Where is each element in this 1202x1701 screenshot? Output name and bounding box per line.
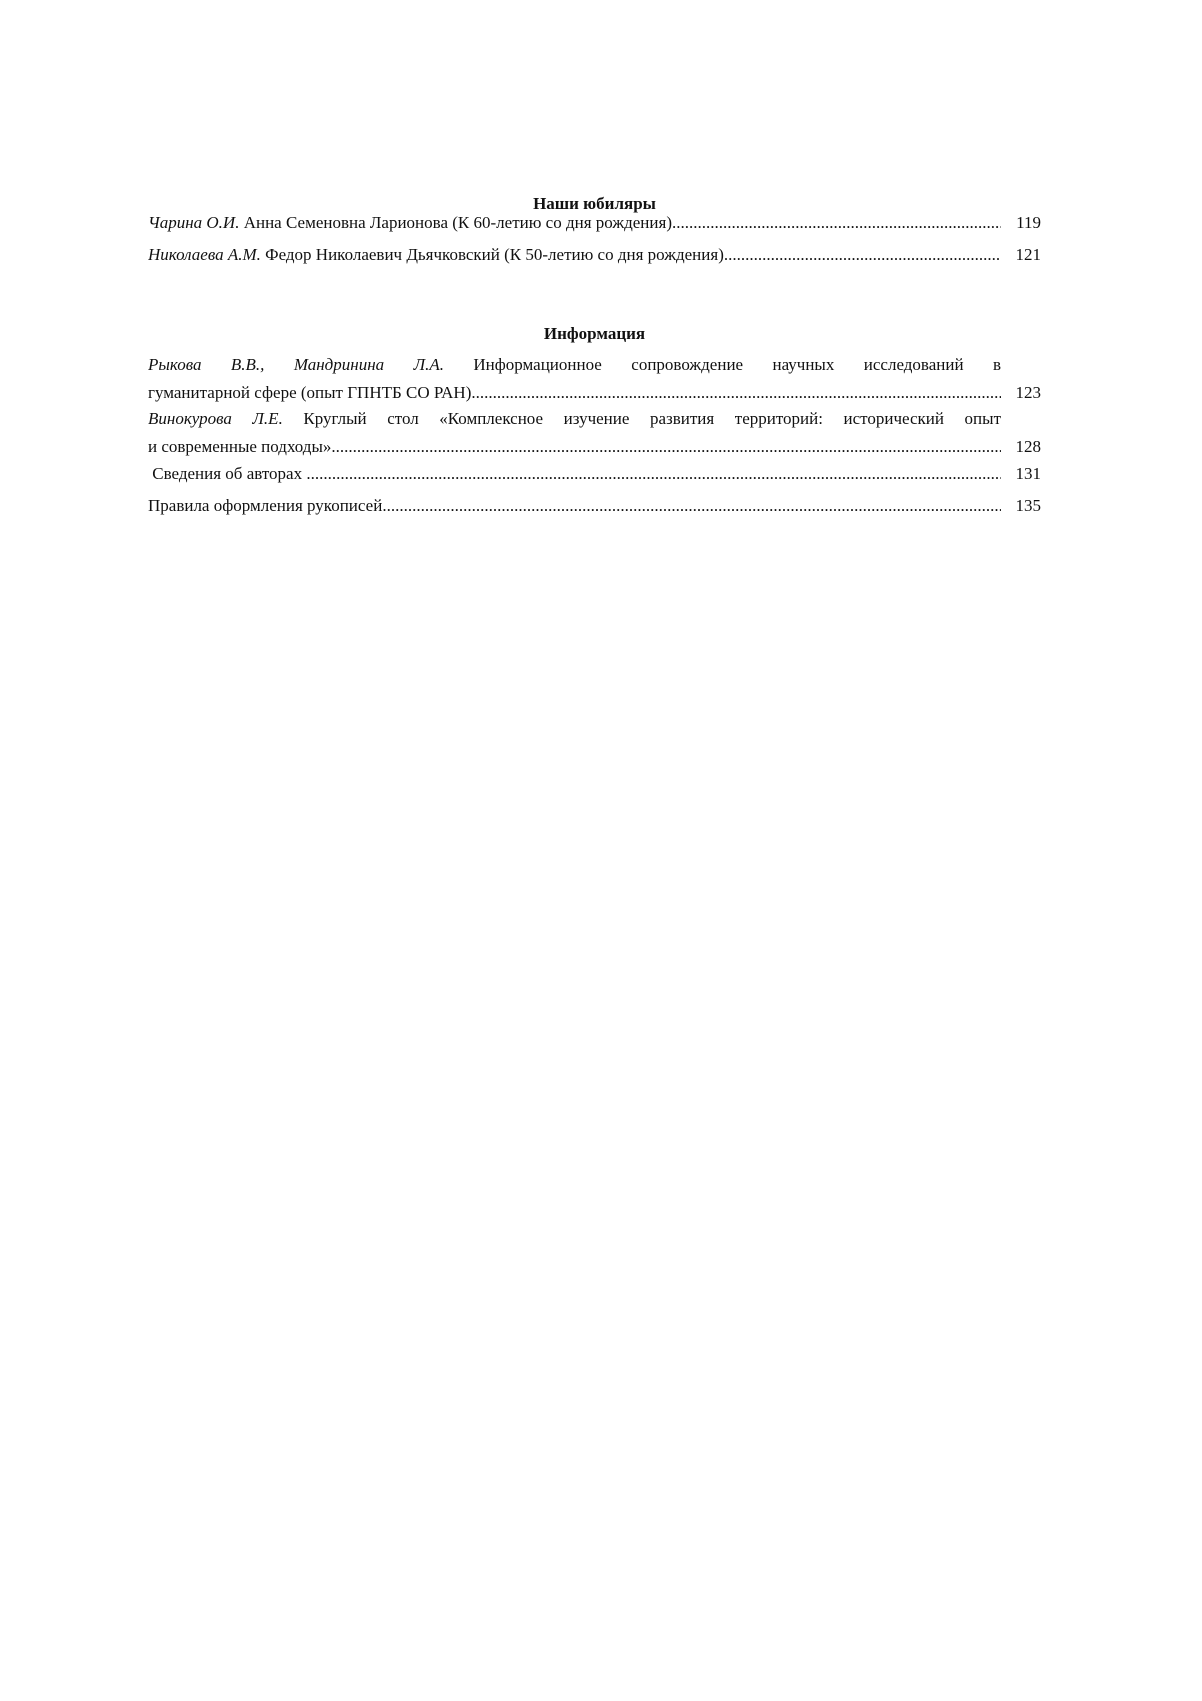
toc-entry-page: 131	[1015, 464, 1041, 483]
toc-entry-author: Николаева А.М.	[148, 245, 261, 264]
toc-entry-title-line1: Круглый стол «Комплексное изучение развития территорий: исторический опыт	[303, 409, 1001, 428]
section-title-jubilees: Наши юбиляры	[533, 194, 656, 213]
toc-entry-page: 123	[1015, 383, 1041, 402]
toc-entry-author: Рыкова В.В., Мандринина Л.А.	[148, 355, 444, 374]
toc-entry	[148, 405, 1041, 461]
toc-entry-title-line2: и современные подходы»	[148, 437, 332, 456]
toc-entry-title: Федор Николаевич Дьячковский (К 50-летию со дня рождения)	[265, 245, 724, 264]
toc-entry-title-line1: Информационное сопровождение научных исследований в	[473, 355, 1001, 374]
toc-entry-page: 119	[1016, 213, 1041, 232]
toc-entry	[148, 351, 1041, 407]
toc-entry-page: 128	[1015, 437, 1041, 456]
section-title-information: Информация	[543, 324, 646, 343]
toc-leader-dots	[471, 379, 1001, 407]
toc-entry-page: 135	[1015, 496, 1041, 515]
toc-entry-title: Сведения об авторах	[152, 464, 303, 483]
toc-entry-title-line2: гуманитарной сфере (опыт ГПНТБ СО РАН)	[148, 383, 472, 402]
toc-entry-author: Чарина О.И.	[148, 213, 240, 232]
toc-leader-dots	[382, 492, 1001, 520]
toc-entry	[148, 460, 1041, 488]
toc-leader-dots	[724, 241, 1001, 269]
toc-entry	[148, 241, 1041, 269]
toc-entry-page: 121	[1015, 245, 1041, 264]
toc-entry-title: Правила оформления рукописей	[148, 496, 383, 515]
toc-entry	[148, 209, 1041, 237]
toc-entry-title: Анна Семеновна Ларионова (К 60-летию со дня рождения)	[243, 213, 672, 232]
toc-leader-dots	[306, 460, 1001, 488]
toc-leader-dots	[672, 209, 1001, 237]
toc-entry	[148, 492, 1041, 520]
toc-leader-dots	[331, 433, 1001, 461]
toc-entry-author: Винокурова Л.Е.	[148, 409, 283, 428]
